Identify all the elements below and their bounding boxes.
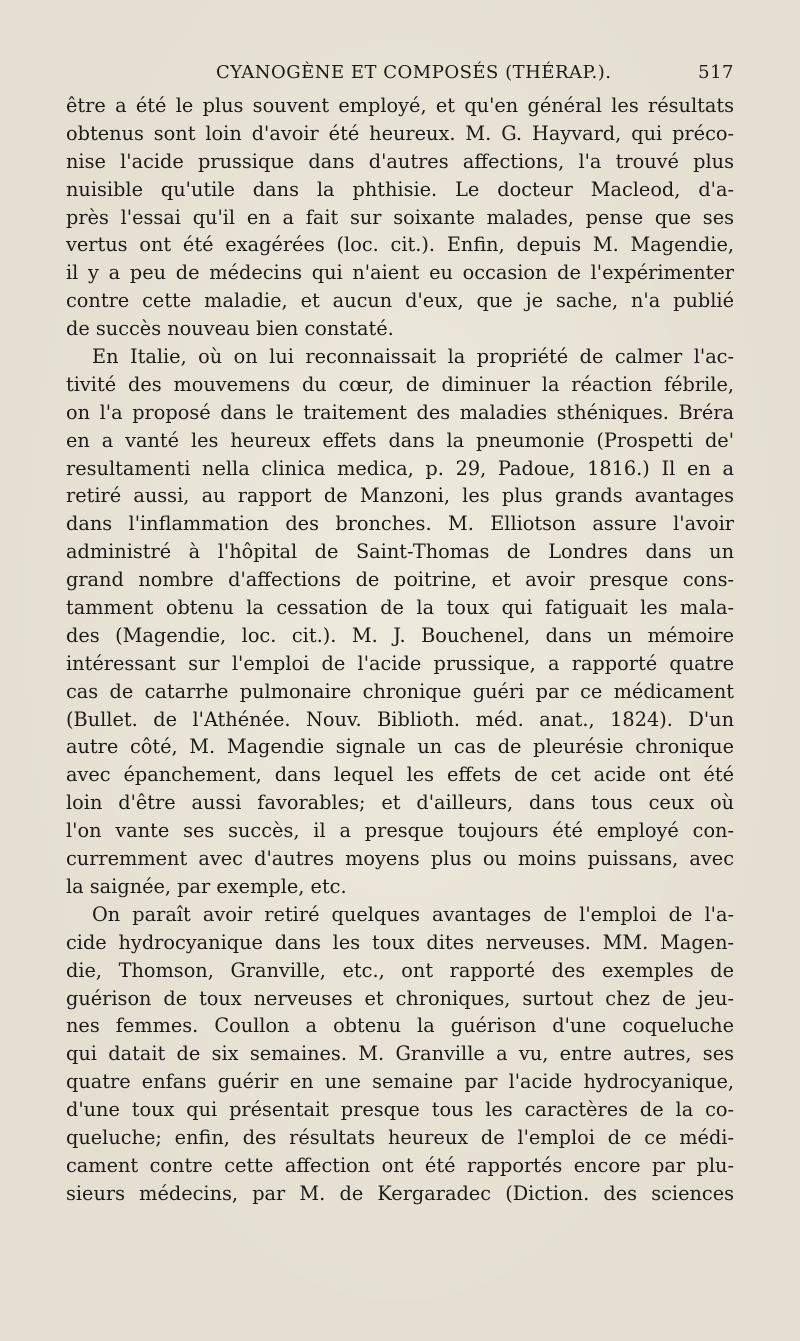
text-line: grand nombre d'affections de poitrine, et avoir presque cons- — [66, 568, 734, 592]
text-line: autre côté, M. Magendie signale un cas de pleurésie chronique — [66, 735, 734, 759]
text-line: l'on vante ses succès, il a presque toujours été employé con- — [66, 819, 734, 843]
text-line: vertus ont été exagérées (loc. cit.). Enfin, depuis M. Magendie, — [66, 233, 734, 257]
text-line: guérison de toux nerveuses et chroniques, surtout chez de jeu- — [66, 986, 734, 1010]
text-line: en a vanté les heureux effets dans la pneumonie (Prospetti de' — [66, 428, 734, 452]
paragraph — [66, 901, 734, 1208]
text-line: (Bullet. de l'Athénée. Nouv. Biblioth. méd. anat., 1824). D'un — [66, 707, 734, 731]
text-line: il y a peu de médecins qui n'aient eu occasion de l'expérimenter — [66, 261, 734, 285]
text-line: loin d'être aussi favorables; et d'ailleurs, dans tous ceux où — [66, 791, 734, 815]
running-head: CYANOGÈNE ET COMPOSÉS (THÉRAP.). — [216, 62, 612, 83]
text-line: administré à l'hôpital de Saint-Thomas de Londres dans un — [66, 540, 734, 564]
text-line: retiré aussi, au rapport de Manzoni, les plus grands avantages — [66, 484, 734, 508]
page-header — [66, 62, 734, 92]
text-line: on l'a proposé dans le traitement des maladies sthéniques. Bréra — [66, 400, 734, 424]
text-line: nuisible qu'utile dans la phthisie. Le docteur Macleod, d'a- — [66, 177, 734, 201]
text-line: contre cette maladie, et aucun d'eux, que je sache, n'a publié — [66, 289, 734, 313]
text-line: des (Magendie, loc. cit.). M. J. Bouchenel, dans un mémoire — [66, 623, 734, 647]
text-line: curremment avec d'autres moyens plus ou moins puissans, avec — [66, 847, 734, 871]
text-line: tamment obtenu la cessation de la toux qui fatiguait les mala- — [66, 596, 734, 620]
text-line: avec épanchement, dans lequel les effets de cet acide ont été — [66, 763, 734, 787]
page-number: 517 — [698, 62, 734, 83]
text-line: tivité des mouvemens du cœur, de diminuer la réaction fébrile, — [66, 372, 734, 396]
text-line: près l'essai qu'il en a fait sur soixante malades, pense que ses — [66, 205, 734, 229]
text-line: cas de catarrhe pulmonaire chronique guéri par ce médicament — [66, 679, 734, 703]
text-line: nise l'acide prussique dans d'autres affections, l'a trouvé plus — [66, 149, 734, 173]
text-line: cide hydrocyanique dans les toux dites nerveuses. MM. Magen- — [66, 930, 734, 954]
text-line: être a été le plus souvent employé, et qu'en général les résultats — [66, 94, 734, 117]
text-line: intéressant sur l'emploi de l'acide prussique, a rapporté quatre — [66, 651, 734, 675]
paragraph — [66, 343, 734, 901]
text-line: nes femmes. Coullon a obtenu la guérison d'une coqueluche — [66, 1014, 734, 1038]
text-line: la saignée, par exemple, etc. — [66, 874, 347, 898]
text-line: die, Thomson, Granville, etc., ont rapporté des exemples de — [66, 958, 734, 982]
text-line: cament contre cette affection ont été rapportés encore par plu- — [66, 1153, 734, 1177]
text-line: En Italie, où on lui reconnaissait la propriété de calmer l'ac- — [92, 345, 734, 369]
text-line: obtenus sont loin d'avoir été heureux. M. G. Hayvard, qui préco- — [66, 121, 734, 145]
text-line: qui datait de six semaines. M. Granville a vu, entre autres, ses — [66, 1042, 734, 1066]
body-text — [66, 92, 734, 1208]
text-line: sieurs médecins, par M. de Kergaradec (Diction. des sciences — [66, 1181, 734, 1205]
text-line: dans l'inflammation des bronches. M. Elliotson assure l'avoir — [66, 512, 734, 536]
text-line: d'une toux qui présentait presque tous les caractères de la co- — [66, 1098, 734, 1122]
text-line: queluche; enfin, des résultats heureux de l'emploi de ce médi- — [66, 1125, 734, 1149]
text-line: quatre enfans guérir en une semaine par l'acide hydrocyanique, — [66, 1070, 734, 1094]
text-line: de succès nouveau bien constaté. — [66, 317, 394, 341]
paragraph — [66, 92, 734, 343]
text-line: resultamenti nella clinica medica, p. 29, Padoue, 1816.) Il en a — [66, 456, 734, 480]
text-line: On paraît avoir retiré quelques avantages de l'emploi de l'a- — [92, 902, 734, 926]
